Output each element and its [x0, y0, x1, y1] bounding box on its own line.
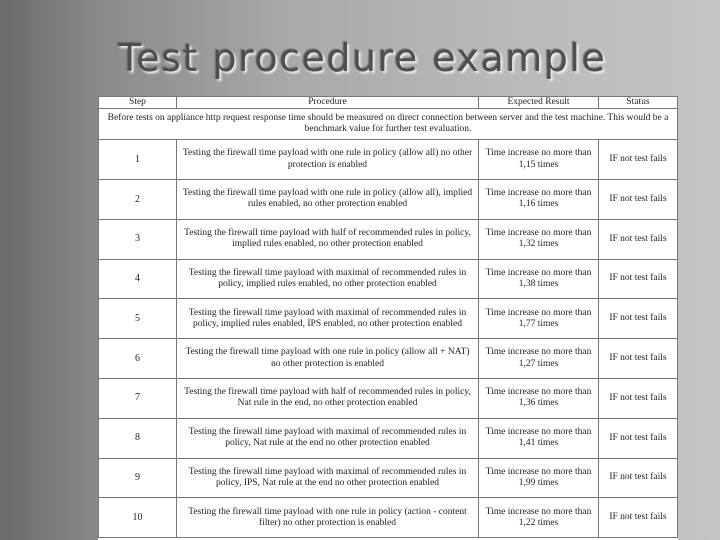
expected-result-cell: Time increase no more than 1,38 times: [479, 259, 599, 299]
step-cell: 9: [99, 458, 177, 498]
status-cell: IF not test fails: [599, 339, 678, 379]
expected-result-cell: Time increase no more than 1,15 times: [479, 140, 599, 180]
expected-result-cell: Time increase no more than 1,36 times: [479, 378, 599, 418]
table-row: [99, 498, 678, 538]
preamble-text: Before tests on appliance http request response time should be measured on direct connection between server and the test machine. This would be a benchmark value for further test evaluation.: [99, 109, 678, 140]
status-cell: IF not test fails: [599, 378, 678, 418]
table-row: [99, 259, 678, 299]
status-cell: IF not test fails: [599, 458, 678, 498]
procedure-cell: Testing the firewall time payload with half of recommended rules in policy, Nat rule in the end, no other protection enabled: [177, 378, 479, 418]
procedure-cell: Testing the firewall time payload with one rule in policy (allow all), implied rules enabled, no other protection enabled: [177, 180, 479, 220]
slide-title: Test procedure example: [118, 36, 607, 80]
status-cell: IF not test fails: [599, 259, 678, 299]
header-step: Step: [99, 97, 177, 109]
table-row: [99, 299, 678, 339]
status-cell: IF not test fails: [599, 180, 678, 220]
preamble-row: [99, 109, 678, 140]
step-cell: 10: [99, 498, 177, 538]
status-cell: IF not test fails: [599, 219, 678, 259]
expected-result-cell: Time increase no more than 1,27 times: [479, 339, 599, 379]
status-cell: IF not test fails: [599, 140, 678, 180]
table-row: [99, 458, 678, 498]
table-row: [99, 339, 678, 379]
table-header-row: [99, 97, 678, 109]
procedure-cell: Testing the firewall time payload with half of recommended rules in policy, implied rules enabled, no other protection enabled: [177, 219, 479, 259]
test-procedure-table: [98, 96, 678, 538]
procedure-cell: Testing the firewall time payload with maximal of recommended rules in policy, implied rules enabled, IPS enabled, no other protection enabled: [177, 299, 479, 339]
expected-result-cell: Time increase no more than 1,41 times: [479, 418, 599, 458]
table-row: [99, 140, 678, 180]
step-cell: 1: [99, 140, 177, 180]
step-cell: 2: [99, 180, 177, 220]
step-cell: 7: [99, 378, 177, 418]
expected-result-cell: Time increase no more than 1,16 times: [479, 180, 599, 220]
expected-result-cell: Time increase no more than 1,77 times: [479, 299, 599, 339]
status-cell: IF not test fails: [599, 418, 678, 458]
status-cell: IF not test fails: [599, 498, 678, 538]
procedure-cell: Testing the firewall time payload with maximal of recommended rules in policy, IPS, Nat rule at the end no other protection enabled: [177, 458, 479, 498]
header-procedure: Procedure: [177, 97, 479, 109]
status-cell: IF not test fails: [599, 299, 678, 339]
expected-result-cell: Time increase no more than 1,22 times: [479, 498, 599, 538]
table-row: [99, 219, 678, 259]
step-cell: 3: [99, 219, 177, 259]
test-procedure-table-panel: [98, 96, 678, 540]
procedure-cell: Testing the firewall time payload with one rule in policy (action - content filter) no other protection is enabled: [177, 498, 479, 538]
step-cell: 8: [99, 418, 177, 458]
step-cell: 5: [99, 299, 177, 339]
header-status: Status: [599, 97, 678, 109]
procedure-cell: Testing the firewall time payload with maximal of recommended rules in policy, Nat rule at the end no other protection enabled: [177, 418, 479, 458]
table-row: [99, 418, 678, 458]
step-cell: 6: [99, 339, 177, 379]
procedure-cell: Testing the firewall time payload with one rule in policy (allow all) no other protection is enabled: [177, 140, 479, 180]
table-row: [99, 180, 678, 220]
expected-result-cell: Time increase no more than 1,99 times: [479, 458, 599, 498]
table-row: [99, 378, 678, 418]
step-cell: 4: [99, 259, 177, 299]
header-expected-result: Expected Result: [479, 97, 599, 109]
expected-result-cell: Time increase no more than 1,32 times: [479, 219, 599, 259]
procedure-cell: Testing the firewall time payload with one rule in policy (allow all + NAT) no other protection is enabled: [177, 339, 479, 379]
procedure-cell: Testing the firewall time payload with maximal of recommended rules in policy, implied rules enabled, no other protection enabled: [177, 259, 479, 299]
